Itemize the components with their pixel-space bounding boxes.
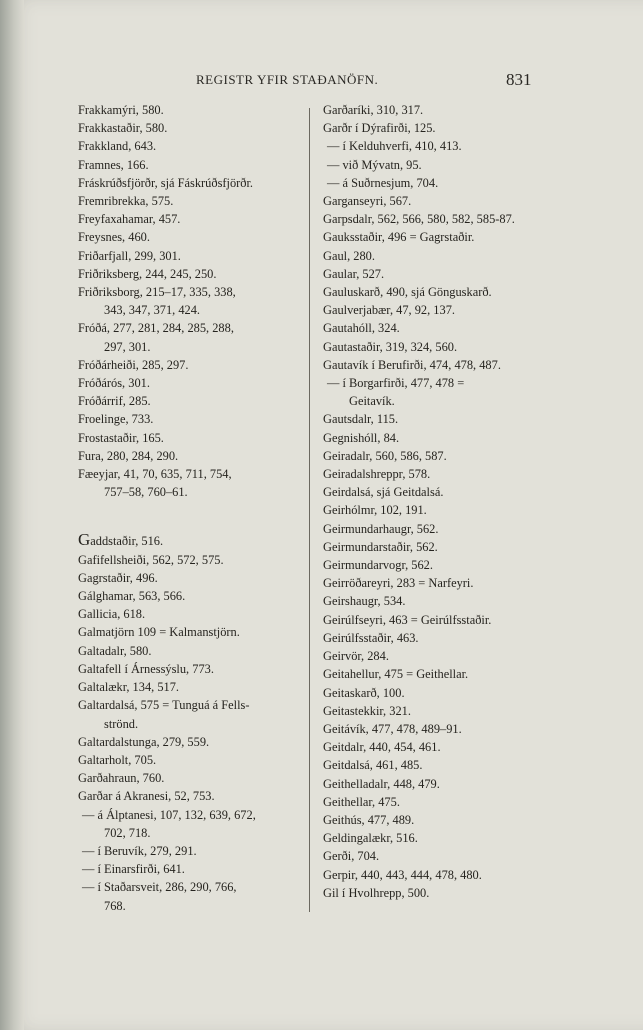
index-subentry: — á Álptanesi, 107, 132, 639, 672, xyxy=(82,807,256,822)
index-entry: Galtafell í Árnessýslu, 773. xyxy=(78,661,214,676)
index-entry-continuation: strönd. xyxy=(104,716,139,731)
index-entry-continuation: 768. xyxy=(104,898,126,913)
index-entry: Gegnishóll, 84. xyxy=(323,430,400,445)
index-entry: Gerpir, 440, 443, 444, 478, 480. xyxy=(323,867,482,882)
index-subentry: — í Kelduhverfi, 410, 413. xyxy=(327,139,462,154)
index-entry: Garganseyri, 567. xyxy=(323,194,412,209)
index-entry: Garpsdalr, 562, 566, 580, 582, 585-87. xyxy=(323,212,515,227)
index-entry: Geirmundarvogr, 562. xyxy=(323,558,433,573)
index-column-left xyxy=(78,101,304,915)
index-entry: Geithelladalr, 448, 479. xyxy=(323,776,440,791)
index-entry: Geitahellur, 475 = Geithellar. xyxy=(323,667,469,682)
index-entry: Geirúlfseyri, 463 = Geirúlfsstaðir. xyxy=(323,612,492,627)
index-entry: Geirmundarhaugr, 562. xyxy=(323,521,439,536)
index-entry: Geiradalshreppr, 578. xyxy=(323,467,431,482)
index-entry-continuation: 757–58, 760–61. xyxy=(104,485,188,500)
index-entry: Geitdalsá, 461, 485. xyxy=(323,758,423,773)
index-entry: Geitdalr, 440, 454, 461. xyxy=(323,740,441,755)
index-entry: Geithellar, 475. xyxy=(323,794,400,809)
index-entry-section-start: Gaddstaðir, 516. xyxy=(78,531,164,550)
index-entry: Gauluskarð, 490, sjá Gönguskarð. xyxy=(323,285,492,300)
index-entry: Gaular, 527. xyxy=(323,266,385,281)
index-entry: Fæeyjar, 41, 70, 635, 711, 754, xyxy=(78,467,232,482)
index-entry: Galtarholt, 705. xyxy=(78,752,157,767)
index-entry: Fráskrúðsfjörðr, sjá Fáskrúðsfjörðr. xyxy=(78,175,254,190)
index-entry: Geldingalækr, 516. xyxy=(323,831,418,846)
index-entry-continuation: Geitavík. xyxy=(349,394,395,409)
index-entry: Geiradalr, 560, 586, 587. xyxy=(323,448,447,463)
index-entry: Gautsdalr, 115. xyxy=(323,412,399,427)
index-subentry: — í Einarsfirði, 641. xyxy=(82,862,185,877)
index-subentry: — á Suðrnesjum, 704. xyxy=(327,175,439,190)
index-entry: Geirdalsá, sjá Geitdalsá. xyxy=(323,485,444,500)
index-entry: Galtardalstunga, 279, 559. xyxy=(78,734,210,749)
index-entry: Geirmundarstaðir, 562. xyxy=(323,539,438,554)
index-entry: Friðarfjall, 299, 301. xyxy=(78,248,181,263)
column-divider xyxy=(309,108,310,912)
index-entry: Frakkland, 643. xyxy=(78,139,157,154)
index-entry: Galtardalsá, 575 = Tunguá á Fells- xyxy=(78,698,250,713)
index-entry: Frakkamýri, 580. xyxy=(78,103,164,117)
section-gap xyxy=(78,501,304,531)
index-entry: Freysnes, 460. xyxy=(78,230,150,245)
index-entry: Geirhólmr, 102, 191. xyxy=(323,503,427,518)
index-entry: Fremribrekka, 575. xyxy=(78,194,174,209)
page-binding-shadow xyxy=(0,0,24,1030)
index-entry: Framnes, 166. xyxy=(78,157,149,172)
index-entry: Gauksstaðir, 496 = Gagrstaðir. xyxy=(323,230,475,245)
index-entry: Fura, 280, 284, 290. xyxy=(78,448,179,463)
index-entry: Gagrstaðir, 496. xyxy=(78,570,158,585)
index-entry: Gautahóll, 324. xyxy=(323,321,400,336)
index-entry: Garðr í Dýrafirði, 125. xyxy=(323,121,436,136)
index-entry: Fróðárrif, 285. xyxy=(78,394,151,409)
index-entry: Gafifellsheiði, 562, 572, 575. xyxy=(78,552,224,567)
index-entry-continuation: 343, 347, 371, 424. xyxy=(104,303,201,318)
index-entry: Geirúlfsstaðir, 463. xyxy=(323,630,419,645)
index-subentry: — í Beruvík, 279, 291. xyxy=(82,843,197,858)
index-entry: Froelinge, 733. xyxy=(78,412,154,427)
index-entry: Gaul, 280. xyxy=(323,248,375,263)
index-entry: Fróðárheiði, 285, 297. xyxy=(78,357,189,372)
index-entry: Frakkastaðir, 580. xyxy=(78,121,168,136)
index-entry: Geitaskarð, 100. xyxy=(323,685,405,700)
index-entry: Freyfaxahamar, 457. xyxy=(78,212,181,227)
index-column-right xyxy=(323,101,555,902)
index-entry: Gaulverjabær, 47, 92, 137. xyxy=(323,303,455,318)
index-entry: Gálghamar, 563, 566. xyxy=(78,589,186,604)
index-entry: Gil í Hvolhrepp, 500. xyxy=(323,885,430,900)
index-entry: Geirröðareyri, 283 = Narfeyri. xyxy=(323,576,474,591)
index-entry: Geirvör, 284. xyxy=(323,649,389,664)
index-entry: Gallicia, 618. xyxy=(78,607,146,622)
index-entry: Fróðárós, 301. xyxy=(78,376,150,391)
page-number: 831 xyxy=(506,70,532,89)
section-initial-letter: G xyxy=(78,531,91,550)
index-entry: Galmatjörn 109 = Kalmanstjörn. xyxy=(78,625,240,640)
index-entry: Fróðá, 277, 281, 284, 285, 288, xyxy=(78,321,234,336)
index-entry: Gautavík í Berufirði, 474, 478, 487. xyxy=(323,357,501,372)
index-entry: Gerði, 704. xyxy=(323,849,380,864)
index-entry: Garðaríki, 310, 317. xyxy=(323,103,424,117)
index-entry: Geitastekkir, 321. xyxy=(323,703,411,718)
index-subentry: — við Mývatn, 95. xyxy=(327,157,422,172)
index-subentry: — í Staðarsveit, 286, 290, 766, xyxy=(82,880,237,895)
index-entry: Garðahraun, 760. xyxy=(78,771,165,786)
index-entry: Galtadalr, 580. xyxy=(78,643,152,658)
index-entry: Frostastaðir, 165. xyxy=(78,430,164,445)
index-entry: Friðriksborg, 215–17, 335, 338, xyxy=(78,285,236,300)
index-entry-continuation: 297, 301. xyxy=(104,339,151,354)
index-entry: Geirshaugr, 534. xyxy=(323,594,406,609)
index-entry: Geithús, 477, 489. xyxy=(323,812,415,827)
index-entry: Geitávík, 477, 478, 489–91. xyxy=(323,721,462,736)
index-entry: Gautastaðir, 319, 324, 560. xyxy=(323,339,458,354)
index-entry: Galtalækr, 134, 517. xyxy=(78,680,180,695)
running-head: REGISTR YFIR STAÐANÖFN. xyxy=(196,72,379,87)
index-subentry: — í Borgarfirði, 477, 478 = xyxy=(327,376,465,391)
index-entry-continuation: 702, 718. xyxy=(104,825,151,840)
index-entry: Garðar á Akranesi, 52, 753. xyxy=(78,789,215,804)
index-entry: Friðriksberg, 244, 245, 250. xyxy=(78,266,217,281)
